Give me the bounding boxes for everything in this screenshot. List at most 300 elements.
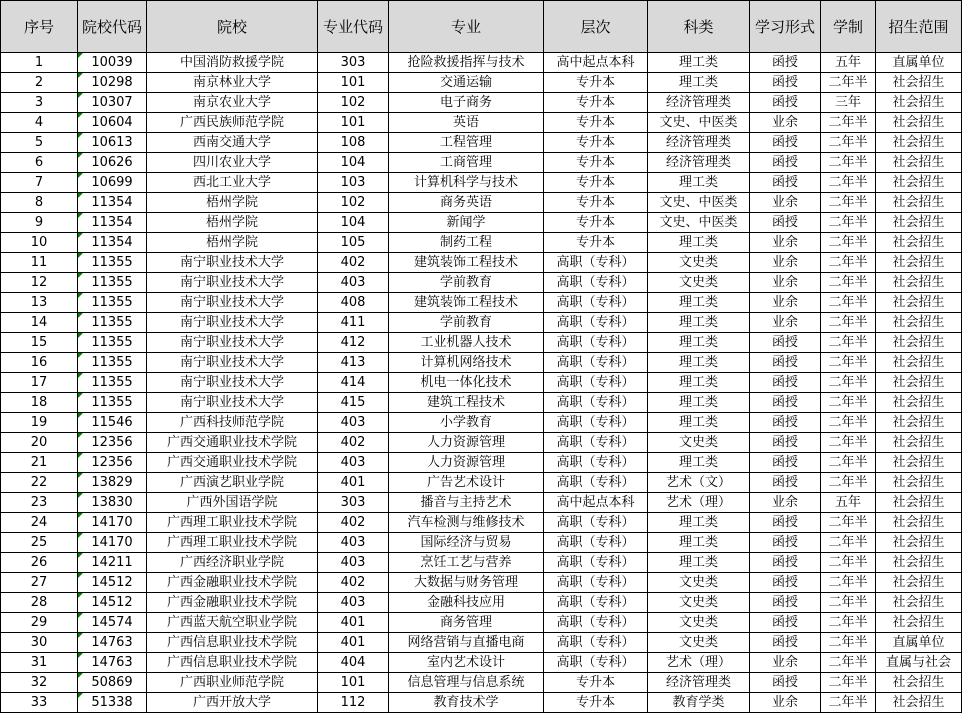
cell-category[interactable]: 理工类 — [648, 333, 750, 353]
cell-study-mode[interactable]: 业余 — [750, 653, 821, 673]
cell-major-code[interactable]: 401 — [318, 473, 389, 493]
cell-enrollment-scope[interactable]: 社会招生 — [876, 313, 962, 333]
cell-enrollment-scope[interactable]: 社会招生 — [876, 173, 962, 193]
cell-study-mode[interactable]: 函授 — [750, 213, 821, 233]
cell-index[interactable]: 8 — [1, 193, 78, 213]
cell-level[interactable]: 专升本 — [544, 693, 648, 713]
cell-major-code[interactable]: 101 — [318, 673, 389, 693]
cell-school-code[interactable] — [78, 233, 147, 253]
cell-major[interactable]: 制药工程 — [389, 233, 544, 253]
cell-index[interactable]: 27 — [1, 573, 78, 593]
cell-category[interactable]: 理工类 — [648, 293, 750, 313]
cell-duration[interactable]: 五年 — [821, 53, 876, 73]
cell-duration[interactable]: 二年半 — [821, 573, 876, 593]
cell-index[interactable]: 31 — [1, 653, 78, 673]
cell-school[interactable]: 南宁职业技术大学 — [147, 373, 318, 393]
cell-index[interactable]: 29 — [1, 613, 78, 633]
cell-school-code[interactable] — [78, 693, 147, 713]
cell-enrollment-scope[interactable]: 社会招生 — [876, 113, 962, 133]
cell-school[interactable]: 南京农业大学 — [147, 93, 318, 113]
cell-school-code[interactable] — [78, 493, 147, 513]
cell-enrollment-scope[interactable]: 社会招生 — [876, 413, 962, 433]
cell-duration[interactable]: 二年半 — [821, 513, 876, 533]
cell-category[interactable]: 经济管理类 — [648, 133, 750, 153]
cell-school[interactable]: 南宁职业技术大学 — [147, 333, 318, 353]
cell-major-code[interactable]: 404 — [318, 653, 389, 673]
cell-major-code[interactable]: 401 — [318, 613, 389, 633]
cell-level[interactable]: 专升本 — [544, 213, 648, 233]
cell-school-code[interactable] — [78, 213, 147, 233]
cell-duration[interactable]: 二年半 — [821, 153, 876, 173]
cell-school[interactable]: 广西交通职业技术学院 — [147, 433, 318, 453]
cell-index[interactable]: 11 — [1, 253, 78, 273]
cell-major[interactable]: 教育技术学 — [389, 693, 544, 713]
cell-index[interactable]: 16 — [1, 353, 78, 373]
cell-school-code[interactable] — [78, 593, 147, 613]
cell-school-code[interactable] — [78, 513, 147, 533]
cell-major-code[interactable]: 103 — [318, 173, 389, 193]
cell-category[interactable]: 理工类 — [648, 73, 750, 93]
cell-study-mode[interactable]: 函授 — [750, 473, 821, 493]
cell-level[interactable]: 高职（专科） — [544, 353, 648, 373]
cell-major-code[interactable]: 403 — [318, 453, 389, 473]
cell-major-code[interactable]: 402 — [318, 573, 389, 593]
cell-category[interactable]: 文史类 — [648, 273, 750, 293]
cell-school[interactable]: 广西演艺职业学院 — [147, 473, 318, 493]
cell-category[interactable]: 经济管理类 — [648, 673, 750, 693]
cell-school-code[interactable] — [78, 293, 147, 313]
cell-category[interactable]: 理工类 — [648, 373, 750, 393]
cell-school-code[interactable] — [78, 173, 147, 193]
cell-enrollment-scope[interactable]: 社会招生 — [876, 433, 962, 453]
cell-school-code[interactable] — [78, 533, 147, 553]
cell-category[interactable]: 理工类 — [648, 313, 750, 333]
cell-major[interactable]: 商务英语 — [389, 193, 544, 213]
cell-category[interactable]: 文史类 — [648, 613, 750, 633]
cell-major[interactable]: 计算机网络技术 — [389, 353, 544, 373]
cell-level[interactable]: 高职（专科） — [544, 413, 648, 433]
cell-level[interactable]: 高中起点本科 — [544, 493, 648, 513]
cell-school-code[interactable] — [78, 453, 147, 473]
cell-enrollment-scope[interactable]: 社会招生 — [876, 573, 962, 593]
cell-duration[interactable]: 二年半 — [821, 73, 876, 93]
cell-study-mode[interactable]: 函授 — [750, 73, 821, 93]
cell-school-code[interactable] — [78, 273, 147, 293]
cell-index[interactable]: 13 — [1, 293, 78, 313]
cell-level[interactable]: 高职（专科） — [544, 613, 648, 633]
cell-study-mode[interactable]: 函授 — [750, 153, 821, 173]
cell-school-code[interactable] — [78, 393, 147, 413]
cell-level[interactable]: 专升本 — [544, 113, 648, 133]
cell-duration[interactable]: 二年半 — [821, 273, 876, 293]
cell-study-mode[interactable]: 业余 — [750, 233, 821, 253]
cell-study-mode[interactable]: 函授 — [750, 533, 821, 553]
cell-level[interactable]: 高职（专科） — [544, 253, 648, 273]
cell-major-code[interactable]: 403 — [318, 533, 389, 553]
cell-duration[interactable]: 二年半 — [821, 353, 876, 373]
cell-school-code[interactable] — [78, 113, 147, 133]
cell-category[interactable]: 理工类 — [648, 53, 750, 73]
column-header-index[interactable]: 序号 — [1, 1, 78, 53]
cell-major[interactable]: 英语 — [389, 113, 544, 133]
cell-major[interactable]: 播音与主持艺术 — [389, 493, 544, 513]
cell-duration[interactable]: 二年半 — [821, 613, 876, 633]
cell-major[interactable]: 工商管理 — [389, 153, 544, 173]
cell-school[interactable]: 广西信息职业技术学院 — [147, 653, 318, 673]
cell-category[interactable]: 艺术（理） — [648, 653, 750, 673]
cell-school[interactable]: 南宁职业技术大学 — [147, 353, 318, 373]
cell-enrollment-scope[interactable]: 社会招生 — [876, 133, 962, 153]
cell-index[interactable]: 2 — [1, 73, 78, 93]
cell-index[interactable]: 10 — [1, 233, 78, 253]
cell-duration[interactable]: 二年半 — [821, 413, 876, 433]
cell-school-code[interactable] — [78, 193, 147, 213]
cell-duration[interactable]: 三年 — [821, 93, 876, 113]
cell-duration[interactable]: 五年 — [821, 493, 876, 513]
cell-index[interactable]: 6 — [1, 153, 78, 173]
cell-major[interactable]: 人力资源管理 — [389, 433, 544, 453]
cell-school-code[interactable] — [78, 653, 147, 673]
cell-category[interactable]: 经济管理类 — [648, 153, 750, 173]
cell-major-code[interactable]: 303 — [318, 493, 389, 513]
cell-school-code[interactable] — [78, 673, 147, 693]
cell-category[interactable]: 文史类 — [648, 573, 750, 593]
cell-level[interactable]: 高职（专科） — [544, 573, 648, 593]
cell-category[interactable]: 文史类 — [648, 593, 750, 613]
cell-level[interactable]: 高职（专科） — [544, 273, 648, 293]
cell-duration[interactable]: 二年半 — [821, 313, 876, 333]
cell-major[interactable]: 新闻学 — [389, 213, 544, 233]
cell-enrollment-scope[interactable]: 社会招生 — [876, 193, 962, 213]
cell-study-mode[interactable]: 业余 — [750, 493, 821, 513]
cell-school-code[interactable] — [78, 413, 147, 433]
cell-major-code[interactable]: 401 — [318, 633, 389, 653]
cell-enrollment-scope[interactable]: 社会招生 — [876, 93, 962, 113]
cell-study-mode[interactable]: 业余 — [750, 313, 821, 333]
cell-major[interactable]: 室内艺术设计 — [389, 653, 544, 673]
cell-category[interactable]: 理工类 — [648, 393, 750, 413]
cell-major[interactable]: 电子商务 — [389, 93, 544, 113]
cell-level[interactable]: 高职（专科） — [544, 633, 648, 653]
cell-level[interactable]: 专升本 — [544, 133, 648, 153]
cell-index[interactable]: 4 — [1, 113, 78, 133]
cell-school[interactable]: 四川农业大学 — [147, 153, 318, 173]
cell-enrollment-scope[interactable]: 社会招生 — [876, 553, 962, 573]
cell-category[interactable]: 理工类 — [648, 233, 750, 253]
cell-category[interactable]: 理工类 — [648, 513, 750, 533]
cell-school[interactable]: 梧州学院 — [147, 233, 318, 253]
cell-school[interactable]: 广西理工职业技术学院 — [147, 513, 318, 533]
cell-level[interactable]: 专升本 — [544, 673, 648, 693]
cell-school[interactable]: 南京林业大学 — [147, 73, 318, 93]
cell-major-code[interactable]: 402 — [318, 433, 389, 453]
cell-major-code[interactable]: 101 — [318, 73, 389, 93]
cell-category[interactable]: 理工类 — [648, 413, 750, 433]
cell-category[interactable]: 艺术（文） — [648, 473, 750, 493]
cell-major-code[interactable]: 403 — [318, 273, 389, 293]
column-header-study-mode[interactable]: 学习形式 — [750, 1, 821, 53]
cell-duration[interactable]: 二年半 — [821, 673, 876, 693]
cell-category[interactable]: 理工类 — [648, 553, 750, 573]
cell-school[interactable]: 广西经济职业学院 — [147, 553, 318, 573]
cell-major-code[interactable]: 408 — [318, 293, 389, 313]
cell-enrollment-scope[interactable]: 社会招生 — [876, 613, 962, 633]
cell-duration[interactable]: 二年半 — [821, 233, 876, 253]
cell-index[interactable]: 22 — [1, 473, 78, 493]
cell-index[interactable]: 19 — [1, 413, 78, 433]
cell-duration[interactable]: 二年半 — [821, 173, 876, 193]
cell-school[interactable]: 广西金融职业技术学院 — [147, 573, 318, 593]
cell-level[interactable]: 专升本 — [544, 73, 648, 93]
cell-major-code[interactable]: 411 — [318, 313, 389, 333]
cell-enrollment-scope[interactable]: 社会招生 — [876, 153, 962, 173]
cell-enrollment-scope[interactable]: 社会招生 — [876, 353, 962, 373]
cell-enrollment-scope[interactable]: 社会招生 — [876, 593, 962, 613]
cell-study-mode[interactable]: 函授 — [750, 413, 821, 433]
cell-index[interactable]: 21 — [1, 453, 78, 473]
cell-major[interactable]: 金融科技应用 — [389, 593, 544, 613]
cell-enrollment-scope[interactable]: 社会招生 — [876, 673, 962, 693]
cell-level[interactable]: 专升本 — [544, 93, 648, 113]
cell-school-code[interactable] — [78, 633, 147, 653]
cell-study-mode[interactable]: 函授 — [750, 613, 821, 633]
column-header-category[interactable]: 科类 — [648, 1, 750, 53]
cell-school-code[interactable] — [78, 613, 147, 633]
cell-level[interactable]: 高职（专科） — [544, 333, 648, 353]
cell-school[interactable]: 广西蓝天航空职业学院 — [147, 613, 318, 633]
cell-school[interactable]: 中国消防救援学院 — [147, 53, 318, 73]
cell-major-code[interactable]: 414 — [318, 373, 389, 393]
cell-level[interactable]: 专升本 — [544, 193, 648, 213]
cell-study-mode[interactable]: 函授 — [750, 173, 821, 193]
cell-school-code[interactable] — [78, 133, 147, 153]
cell-major[interactable]: 计算机科学与技术 — [389, 173, 544, 193]
cell-major-code[interactable]: 415 — [318, 393, 389, 413]
cell-major-code[interactable]: 102 — [318, 93, 389, 113]
cell-level[interactable]: 高职（专科） — [544, 513, 648, 533]
cell-study-mode[interactable]: 函授 — [750, 673, 821, 693]
cell-school-code[interactable] — [78, 373, 147, 393]
cell-duration[interactable]: 二年半 — [821, 133, 876, 153]
cell-school[interactable]: 广西交通职业技术学院 — [147, 453, 318, 473]
cell-category[interactable]: 理工类 — [648, 173, 750, 193]
cell-study-mode[interactable]: 函授 — [750, 593, 821, 613]
cell-school-code[interactable] — [78, 93, 147, 113]
cell-index[interactable]: 17 — [1, 373, 78, 393]
cell-school-code[interactable] — [78, 53, 147, 73]
cell-level[interactable]: 高职（专科） — [544, 313, 648, 333]
cell-level[interactable]: 高职（专科） — [544, 473, 648, 493]
cell-school[interactable]: 广西理工职业技术学院 — [147, 533, 318, 553]
cell-level[interactable]: 高职（专科） — [544, 553, 648, 573]
cell-duration[interactable]: 二年半 — [821, 333, 876, 353]
cell-major[interactable]: 国际经济与贸易 — [389, 533, 544, 553]
cell-major-code[interactable]: 104 — [318, 213, 389, 233]
cell-enrollment-scope[interactable]: 社会招生 — [876, 293, 962, 313]
cell-study-mode[interactable]: 函授 — [750, 373, 821, 393]
cell-school[interactable]: 广西信息职业技术学院 — [147, 633, 318, 653]
cell-index[interactable]: 7 — [1, 173, 78, 193]
cell-study-mode[interactable]: 业余 — [750, 273, 821, 293]
cell-school[interactable]: 梧州学院 — [147, 213, 318, 233]
cell-major[interactable]: 信息管理与信息系统 — [389, 673, 544, 693]
cell-major-code[interactable]: 403 — [318, 553, 389, 573]
cell-major[interactable]: 学前教育 — [389, 313, 544, 333]
cell-index[interactable]: 12 — [1, 273, 78, 293]
cell-index[interactable]: 5 — [1, 133, 78, 153]
cell-major[interactable]: 抢险救援指挥与技术 — [389, 53, 544, 73]
cell-level[interactable]: 高职（专科） — [544, 393, 648, 413]
cell-duration[interactable]: 二年半 — [821, 553, 876, 573]
cell-study-mode[interactable]: 函授 — [750, 633, 821, 653]
cell-study-mode[interactable]: 函授 — [750, 513, 821, 533]
cell-major-code[interactable]: 303 — [318, 53, 389, 73]
cell-duration[interactable]: 二年半 — [821, 693, 876, 713]
cell-school[interactable]: 南宁职业技术大学 — [147, 313, 318, 333]
cell-duration[interactable]: 二年半 — [821, 473, 876, 493]
cell-study-mode[interactable]: 业余 — [750, 253, 821, 273]
cell-duration[interactable]: 二年半 — [821, 653, 876, 673]
cell-level[interactable]: 专升本 — [544, 173, 648, 193]
cell-enrollment-scope[interactable]: 社会招生 — [876, 253, 962, 273]
cell-enrollment-scope[interactable]: 社会招生 — [876, 533, 962, 553]
cell-major[interactable]: 大数据与财务管理 — [389, 573, 544, 593]
cell-major-code[interactable]: 102 — [318, 193, 389, 213]
cell-duration[interactable]: 二年半 — [821, 373, 876, 393]
cell-major[interactable]: 网络营销与直播电商 — [389, 633, 544, 653]
cell-school[interactable]: 广西金融职业技术学院 — [147, 593, 318, 613]
cell-enrollment-scope[interactable]: 直属单位 — [876, 53, 962, 73]
cell-major[interactable]: 交通运输 — [389, 73, 544, 93]
cell-major[interactable]: 汽车检测与维修技术 — [389, 513, 544, 533]
cell-school[interactable]: 西北工业大学 — [147, 173, 318, 193]
cell-duration[interactable]: 二年半 — [821, 533, 876, 553]
cell-school[interactable]: 广西民族师范学院 — [147, 113, 318, 133]
cell-enrollment-scope[interactable]: 社会招生 — [876, 233, 962, 253]
cell-index[interactable]: 18 — [1, 393, 78, 413]
cell-enrollment-scope[interactable]: 社会招生 — [876, 453, 962, 473]
cell-major-code[interactable]: 402 — [318, 513, 389, 533]
cell-major-code[interactable]: 112 — [318, 693, 389, 713]
cell-index[interactable]: 14 — [1, 313, 78, 333]
cell-enrollment-scope[interactable]: 社会招生 — [876, 473, 962, 493]
cell-enrollment-scope[interactable]: 直属单位 — [876, 633, 962, 653]
column-header-level[interactable]: 层次 — [544, 1, 648, 53]
cell-category[interactable]: 文史、中医类 — [648, 193, 750, 213]
cell-major[interactable]: 小学教育 — [389, 413, 544, 433]
column-header-school[interactable]: 院校 — [147, 1, 318, 53]
cell-school[interactable]: 广西职业师范学院 — [147, 673, 318, 693]
cell-study-mode[interactable]: 函授 — [750, 393, 821, 413]
cell-study-mode[interactable]: 函授 — [750, 93, 821, 113]
cell-level[interactable]: 高职（专科） — [544, 293, 648, 313]
cell-enrollment-scope[interactable]: 社会招生 — [876, 273, 962, 293]
cell-school[interactable]: 广西开放大学 — [147, 693, 318, 713]
cell-major[interactable]: 机电一体化技术 — [389, 373, 544, 393]
cell-level[interactable]: 高职（专科） — [544, 533, 648, 553]
cell-major[interactable]: 学前教育 — [389, 273, 544, 293]
cell-category[interactable]: 文史类 — [648, 433, 750, 453]
cell-study-mode[interactable]: 函授 — [750, 353, 821, 373]
cell-category[interactable]: 文史、中医类 — [648, 213, 750, 233]
cell-school-code[interactable] — [78, 353, 147, 373]
cell-level[interactable]: 高职（专科） — [544, 433, 648, 453]
cell-school-code[interactable] — [78, 153, 147, 173]
cell-duration[interactable]: 二年半 — [821, 633, 876, 653]
cell-study-mode[interactable]: 函授 — [750, 553, 821, 573]
cell-study-mode[interactable]: 函授 — [750, 453, 821, 473]
cell-major-code[interactable]: 402 — [318, 253, 389, 273]
cell-index[interactable]: 3 — [1, 93, 78, 113]
cell-major-code[interactable]: 104 — [318, 153, 389, 173]
cell-duration[interactable]: 二年半 — [821, 453, 876, 473]
cell-enrollment-scope[interactable]: 社会招生 — [876, 73, 962, 93]
cell-school-code[interactable] — [78, 433, 147, 453]
cell-major-code[interactable]: 412 — [318, 333, 389, 353]
cell-index[interactable]: 26 — [1, 553, 78, 573]
cell-study-mode[interactable]: 函授 — [750, 573, 821, 593]
cell-study-mode[interactable]: 函授 — [750, 53, 821, 73]
cell-index[interactable]: 15 — [1, 333, 78, 353]
cell-duration[interactable]: 二年半 — [821, 253, 876, 273]
cell-index[interactable]: 1 — [1, 53, 78, 73]
cell-enrollment-scope[interactable]: 社会招生 — [876, 693, 962, 713]
cell-level[interactable]: 专升本 — [544, 153, 648, 173]
cell-study-mode[interactable]: 函授 — [750, 333, 821, 353]
cell-study-mode[interactable]: 函授 — [750, 433, 821, 453]
cell-duration[interactable]: 二年半 — [821, 593, 876, 613]
cell-index[interactable]: 25 — [1, 533, 78, 553]
cell-school[interactable]: 广西科技师范学院 — [147, 413, 318, 433]
cell-school-code[interactable] — [78, 553, 147, 573]
cell-level[interactable]: 高职（专科） — [544, 593, 648, 613]
cell-enrollment-scope[interactable]: 直属与社会 — [876, 653, 962, 673]
column-header-duration[interactable]: 学制 — [821, 1, 876, 53]
cell-category[interactable]: 理工类 — [648, 533, 750, 553]
cell-major[interactable]: 工业机器人技术 — [389, 333, 544, 353]
cell-duration[interactable]: 二年半 — [821, 433, 876, 453]
column-header-major-code[interactable]: 专业代码 — [318, 1, 389, 53]
cell-major[interactable]: 商务管理 — [389, 613, 544, 633]
cell-category[interactable]: 理工类 — [648, 353, 750, 373]
cell-duration[interactable]: 二年半 — [821, 193, 876, 213]
column-header-enrollment-scope[interactable]: 招生范围 — [876, 1, 962, 53]
cell-category[interactable]: 文史、中医类 — [648, 113, 750, 133]
cell-duration[interactable]: 二年半 — [821, 213, 876, 233]
cell-duration[interactable]: 二年半 — [821, 293, 876, 313]
cell-category[interactable]: 文史类 — [648, 633, 750, 653]
cell-enrollment-scope[interactable]: 社会招生 — [876, 513, 962, 533]
cell-major[interactable]: 烹饪工艺与营养 — [389, 553, 544, 573]
cell-category[interactable]: 文史类 — [648, 253, 750, 273]
cell-school[interactable]: 南宁职业技术大学 — [147, 293, 318, 313]
cell-category[interactable]: 教育学类 — [648, 693, 750, 713]
cell-index[interactable]: 23 — [1, 493, 78, 513]
cell-major-code[interactable]: 403 — [318, 593, 389, 613]
cell-major-code[interactable]: 105 — [318, 233, 389, 253]
cell-enrollment-scope[interactable]: 社会招生 — [876, 493, 962, 513]
cell-enrollment-scope[interactable]: 社会招生 — [876, 333, 962, 353]
cell-major[interactable]: 建筑装饰工程技术 — [389, 293, 544, 313]
cell-index[interactable]: 28 — [1, 593, 78, 613]
cell-school-code[interactable] — [78, 313, 147, 333]
cell-level[interactable]: 高职（专科） — [544, 373, 648, 393]
cell-category[interactable]: 经济管理类 — [648, 93, 750, 113]
cell-study-mode[interactable]: 函授 — [750, 133, 821, 153]
column-header-major[interactable]: 专业 — [389, 1, 544, 53]
cell-level[interactable]: 专升本 — [544, 233, 648, 253]
cell-index[interactable]: 9 — [1, 213, 78, 233]
